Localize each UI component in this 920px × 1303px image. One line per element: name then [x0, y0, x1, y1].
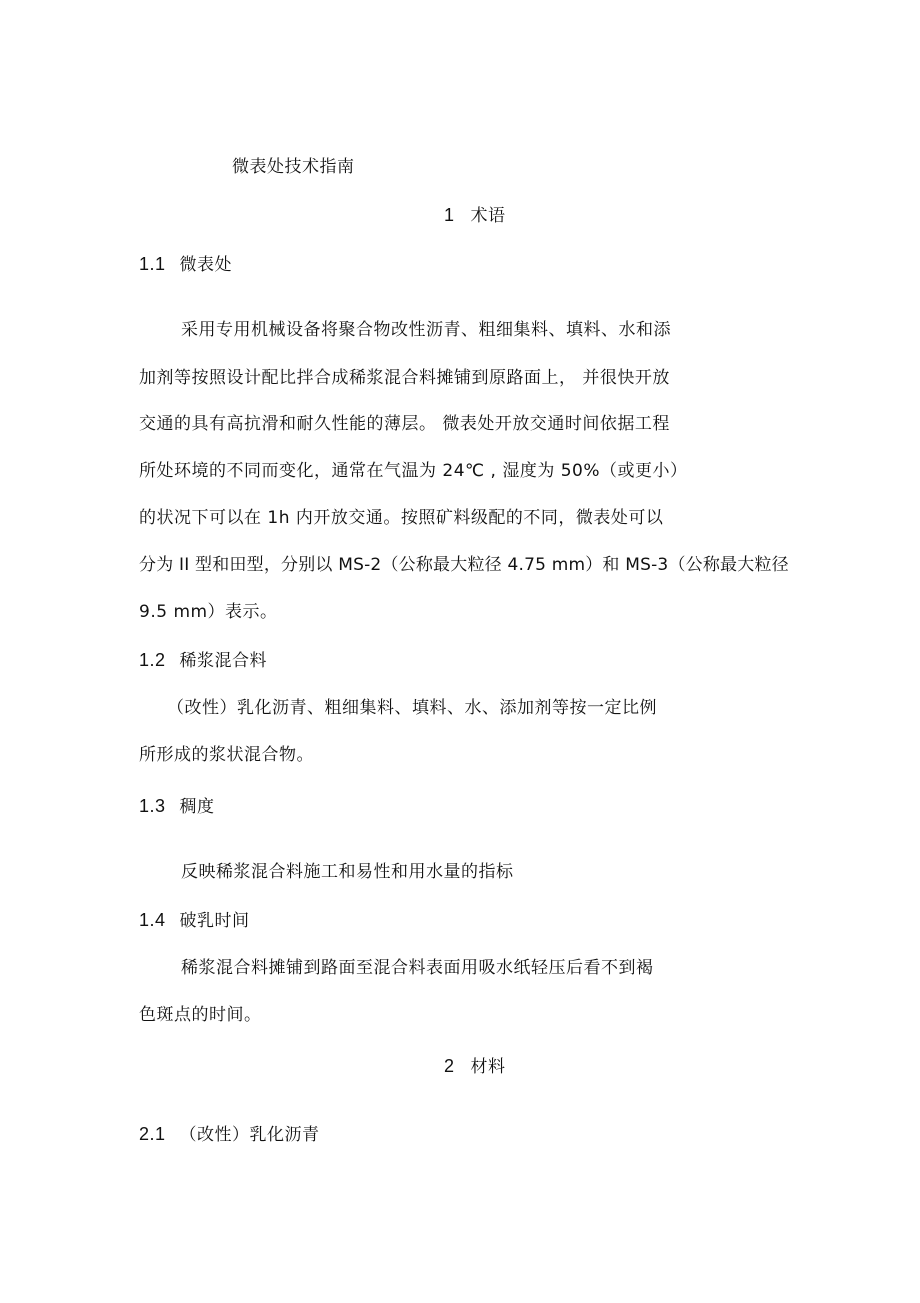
subsection-number: 1.2 — [139, 650, 166, 670]
subsection-number: 1.3 — [139, 796, 166, 816]
subsection-title: （改性）乳化沥青 — [179, 1125, 320, 1145]
section-number: 2 — [444, 1056, 455, 1076]
paragraph-line: 反映稀浆混合料施工和易性和用水量的指标 — [181, 862, 514, 882]
paragraph-line: 色斑点的时间。 — [139, 1005, 262, 1025]
subsection-number: 1.1 — [139, 254, 166, 274]
subsection-title: 微表处 — [179, 255, 233, 275]
paragraph-line: 加剂等按照设计配比拌合成稀浆混合料摊铺到原路面上， 并很快开放 — [139, 368, 670, 388]
subsection-heading-2-1 — [139, 1122, 320, 1147]
section-number: 1 — [444, 205, 455, 225]
paragraph-line: 所形成的浆状混合物。 — [139, 745, 314, 765]
paragraph-line: 稀浆混合料摊铺到路面至混合料表面用吸水纸轻压后看不到褐 — [181, 958, 654, 978]
section-heading-1 — [444, 203, 506, 228]
subsection-title: 破乳时间 — [179, 911, 250, 931]
paragraph-line: 分为 II 型和田型，分别以 MS-2（公称最大粒径 4.75 mm）和 MS-3（公称最大粒径 — [139, 555, 789, 575]
document-title: 微表处技术指南 — [232, 157, 355, 177]
paragraph-line: 交通的具有高抗滑和耐久性能的薄层。 微表处开放交通时间依据工程 — [139, 414, 670, 434]
section-heading-2 — [444, 1054, 506, 1079]
subsection-heading-1-1 — [139, 252, 232, 277]
subsection-title: 稀浆混合料 — [179, 651, 268, 671]
paragraph-line: 9.5 mm）表示。 — [139, 602, 278, 622]
subsection-number: 2.1 — [139, 1124, 166, 1144]
subsection-title: 稠度 — [179, 797, 215, 817]
subsection-heading-1-4 — [139, 908, 250, 933]
paragraph-line: 的状况下可以在 1h 内开放交通。按照矿料级配的不同，微表处可以 — [139, 508, 664, 528]
paragraph-line: （改性）乳化沥青、粗细集料、填料、水、添加剂等按一定比例 — [167, 698, 657, 718]
paragraph-line: 所处环境的不同而变化，通常在气温为 24℃ , 湿度为 50%（或更小） — [139, 461, 688, 481]
subsection-heading-1-3 — [139, 794, 215, 819]
section-title: 材料 — [470, 1057, 506, 1077]
paragraph-line: 采用专用机械设备将聚合物改性沥青、粗细集料、填料、水和添 — [181, 320, 671, 340]
section-title: 术语 — [470, 206, 506, 226]
subsection-number: 1.4 — [139, 910, 166, 930]
subsection-heading-1-2 — [139, 648, 267, 673]
